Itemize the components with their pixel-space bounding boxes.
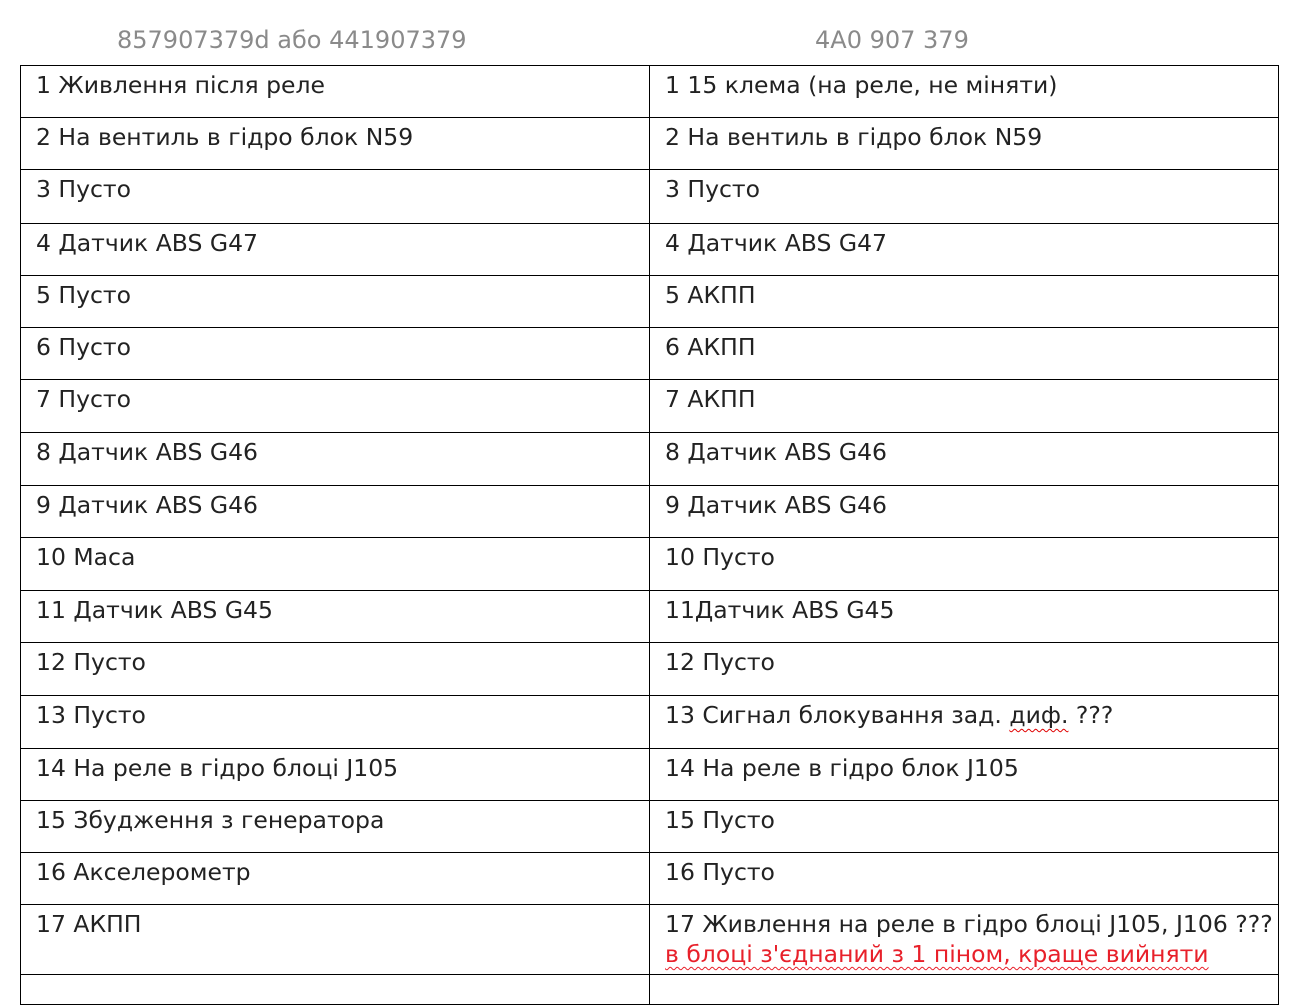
left-cell: 16 Акселерометр — [21, 853, 650, 905]
table-row — [21, 328, 1279, 380]
right-cell-text: 13 Сигнал блокування зад. — [665, 701, 1010, 729]
left-cell: 2 На вентиль в гідро блок N59 — [21, 118, 650, 170]
table-row — [21, 853, 1279, 905]
red-note: в блоці з'єднаний з 1 піном, краще вийняти — [665, 940, 1209, 968]
right-cell: 3 Пусто — [650, 170, 1279, 224]
right-cell: 8 Датчик ABS G46 — [650, 433, 1279, 486]
right-cell — [650, 696, 1279, 749]
table-row — [21, 486, 1279, 538]
right-cell — [650, 905, 1279, 975]
right-cell-text: ??? — [1068, 701, 1114, 729]
right-cell: 4 Датчик ABS G47 — [650, 224, 1279, 276]
left-cell: 1 Живлення після реле — [21, 66, 650, 118]
left-cell: 17 АКПП — [21, 905, 650, 975]
spellcheck-word: диф. — [1009, 701, 1069, 729]
table-row — [21, 276, 1279, 328]
right-cell: 10 Пусто — [650, 538, 1279, 591]
left-cell: 9 Датчик ABS G46 — [21, 486, 650, 538]
left-cell: 3 Пусто — [21, 170, 650, 224]
left-cell — [21, 975, 650, 1005]
table-row — [21, 433, 1279, 486]
left-cell: 8 Датчик ABS G46 — [21, 433, 650, 486]
table-row — [21, 905, 1279, 975]
table-row — [21, 538, 1279, 591]
right-cell: 2 На вентиль в гідро блок N59 — [650, 118, 1279, 170]
table-row — [21, 801, 1279, 853]
pinout-table — [20, 65, 1279, 1005]
left-cell: 15 Збудження з генератора — [21, 801, 650, 853]
left-cell: 14 На реле в гідро блоці J105 — [21, 749, 650, 801]
right-cell: 9 Датчик ABS G46 — [650, 486, 1279, 538]
table-row — [21, 975, 1279, 1005]
left-cell: 4 Датчик ABS G47 — [21, 224, 650, 276]
left-cell: 7 Пусто — [21, 380, 650, 433]
right-cell: 14 На реле в гідро блок J105 — [650, 749, 1279, 801]
right-column-title: 4A0 907 379 — [815, 26, 969, 54]
table-row — [21, 591, 1279, 643]
right-cell: 15 Пусто — [650, 801, 1279, 853]
left-cell: 12 Пусто — [21, 643, 650, 696]
table-row — [21, 118, 1279, 170]
left-cell: 10 Маса — [21, 538, 650, 591]
table-row — [21, 224, 1279, 276]
table-row — [21, 170, 1279, 224]
table-row — [21, 66, 1279, 118]
left-cell: 13 Пусто — [21, 696, 650, 749]
right-cell: 5 АКПП — [650, 276, 1279, 328]
left-cell: 6 Пусто — [21, 328, 650, 380]
left-column-title: 857907379d або 441907379 — [117, 26, 467, 54]
right-cell: 16 Пусто — [650, 853, 1279, 905]
right-cell: 7 АКПП — [650, 380, 1279, 433]
right-cell: 1 15 клема (на реле, не міняти) — [650, 66, 1279, 118]
table-row — [21, 380, 1279, 433]
right-cell: 6 АКПП — [650, 328, 1279, 380]
table-row — [21, 643, 1279, 696]
right-cell: 11Датчик ABS G45 — [650, 591, 1279, 643]
right-cell-text: 17 Живлення на реле в гідро блоці J105, J106 ??? — [665, 910, 1273, 938]
right-cell: 12 Пусто — [650, 643, 1279, 696]
table-row — [21, 696, 1279, 749]
left-cell: 11 Датчик ABS G45 — [21, 591, 650, 643]
table-row — [21, 749, 1279, 801]
left-cell: 5 Пусто — [21, 276, 650, 328]
right-cell — [650, 975, 1279, 1005]
